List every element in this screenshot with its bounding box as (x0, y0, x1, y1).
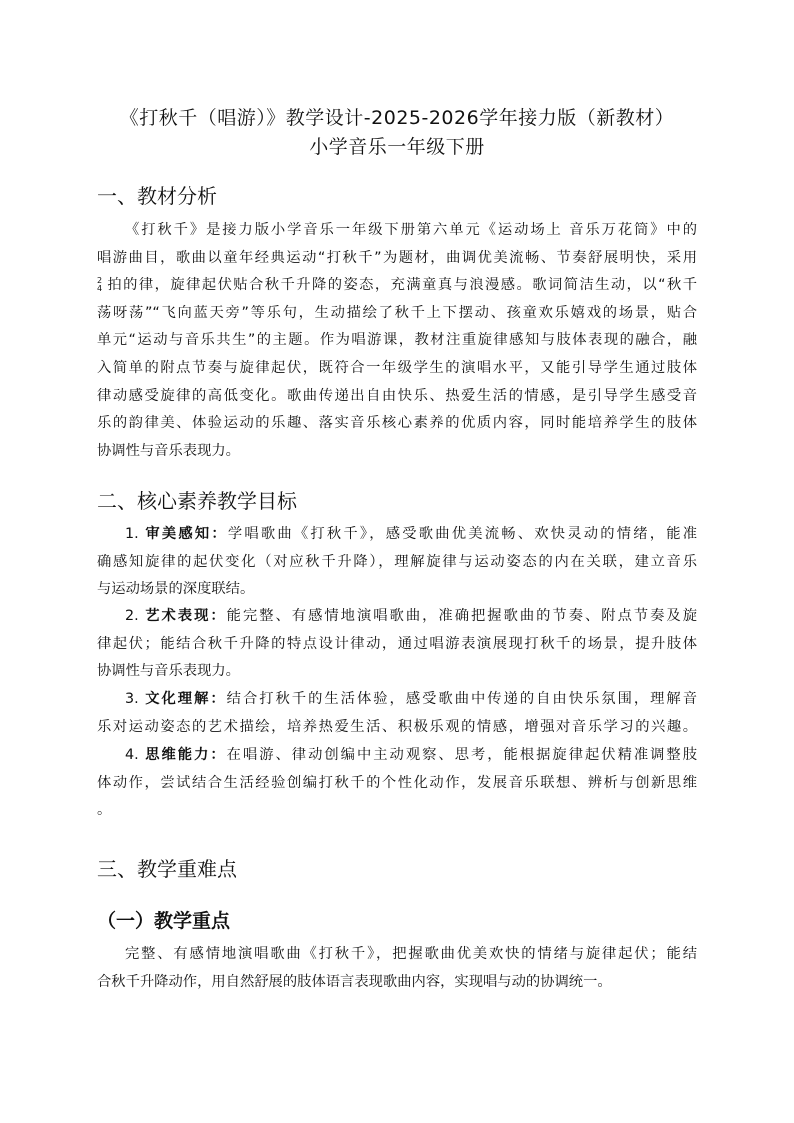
paragraph-line: 合秋千升降动作，用自然舒展的肢体语言表现歌曲内容，实现唱与动的协调统一。 (97, 973, 612, 990)
document-title-line-1: 《打秋千（唱游）》教学设计-2025-2026学年接力版（新教材） (119, 107, 675, 129)
goal-item-artistic-expression (97, 603, 697, 686)
goal-number: 2. (125, 608, 139, 624)
paragraph-line: 律起伏；能结合秋千升降的特点设计律动，通过唱游表演展现打秋千的场景，提升肢体 (97, 635, 697, 652)
section-heading-key-difficulties: 三、教学重难点 (97, 857, 237, 881)
goal-item-thinking-ability (97, 742, 697, 825)
paragraph-line: 入简单的附点节奏与旋律起伏，既符合一年级学生的演唱水平，又能引导学生通过肢体 (97, 359, 697, 376)
paragraph-line: 完整、有感情地演唱歌曲《打秋千》，把握歌曲优美欢快的情绪与旋律起伏；能结 (125, 946, 697, 962)
teaching-focus-paragraph (97, 941, 697, 996)
goal-label: 审美感知： (145, 526, 228, 542)
paragraph-line: 协调性与音乐表现力。 (97, 442, 240, 459)
goal-label: 思维能力： (145, 747, 227, 763)
paragraph-line (97, 603, 697, 631)
paragraph-line-text: 拍的律，旋律起伏贴合秋千升降的姿态，充满童真与浪漫感。歌词简洁生动，以“秋千 (106, 277, 697, 294)
goal-text: 学唱歌曲《打秋千》，感受歌曲优美流畅、欢快灵动的情绪，能准 (227, 526, 697, 542)
paragraph-line: 乐的韵律美、体验运动的乐趣、落实音乐核心素养的优质内容，同时能培养学生的肢体 (97, 415, 697, 432)
paragraph-line (97, 742, 697, 770)
paragraph-line (97, 272, 697, 300)
goal-text: 结合打秋千的生活体验，感受歌曲中传递的自由快乐氛围，理解音 (226, 691, 697, 707)
goal-text: 能完整、有感情地演唱歌曲，准确把握歌曲的节奏、附点节奏及旋 (226, 608, 697, 624)
goal-label: 艺术表现： (145, 608, 227, 624)
paragraph-line: 乐对运动姿态的艺术描绘，培养热爱生活、积极乐观的情感，增强对音乐学习的兴趣。 (97, 718, 697, 735)
goal-label: 文化理解： (145, 691, 227, 707)
goal-item-cultural-understanding (97, 686, 697, 741)
section-heading-core-literacy-goals: 二、核心素养教学目标 (97, 489, 297, 513)
paragraph-line: 体动作，尝试结合生活经验创编打秋千的个性化动作，发展音乐联想、辨析与创新思维 (97, 774, 697, 791)
paragraph-line: 《打秋千》是接力版小学音乐一年级下册第六单元《运动场上 音乐万花筒》中的 (125, 222, 697, 238)
textbook-analysis-paragraph (97, 217, 697, 465)
paragraph-line (97, 521, 697, 549)
paragraph-line: 与运动场景的深度联结。 (97, 581, 255, 598)
goal-text: 在唱游、律动创编中主动观察、思考，能根据旋律起伏精准调整肢 (226, 747, 697, 763)
paragraph-line: 单元“运动与音乐共生”的主题。作为唱游课，教材注重旋律感知与肢体表现的融合，融 (97, 332, 697, 349)
time-signature-top: 2 (97, 276, 103, 286)
subsection-heading-teaching-focus: （一）教学重点 (97, 910, 231, 932)
goal-number: 1. (125, 526, 139, 542)
paragraph-line: 。 (97, 802, 112, 819)
time-signature-bottom: 4 (97, 284, 103, 294)
paragraph-line: 唱游曲目，歌曲以童年经典运动“打秋千”为题材，曲调优美流畅、节奏舒展明快，采用 (97, 249, 697, 266)
section-heading-textbook-analysis: 一、教材分析 (97, 184, 217, 208)
paragraph-line (97, 686, 697, 714)
goal-number: 4. (125, 747, 139, 763)
paragraph-line: 协调性与音乐表现力。 (97, 663, 240, 680)
goal-item-aesthetic-perception (97, 521, 697, 604)
goal-number: 3. (125, 691, 139, 707)
document-title-line-2: 小学音乐一年级下册 (309, 136, 485, 158)
time-signature (97, 277, 105, 293)
paragraph-line: 确感知旋律的起伏变化（对应秋千升降），理解旋律与运动姿态的内在关联，建立音乐 (97, 553, 697, 570)
paragraph-line: 律动感受旋律的高低变化。歌曲传递出自由快乐、热爱生活的情感，是引导学生感受音 (97, 387, 697, 404)
paragraph-line: 荡呀荡”“飞向蓝天旁”等乐句，生动描绘了秋千上下摆动、孩童欢乐嬉戏的场景，贴合 (97, 304, 697, 321)
